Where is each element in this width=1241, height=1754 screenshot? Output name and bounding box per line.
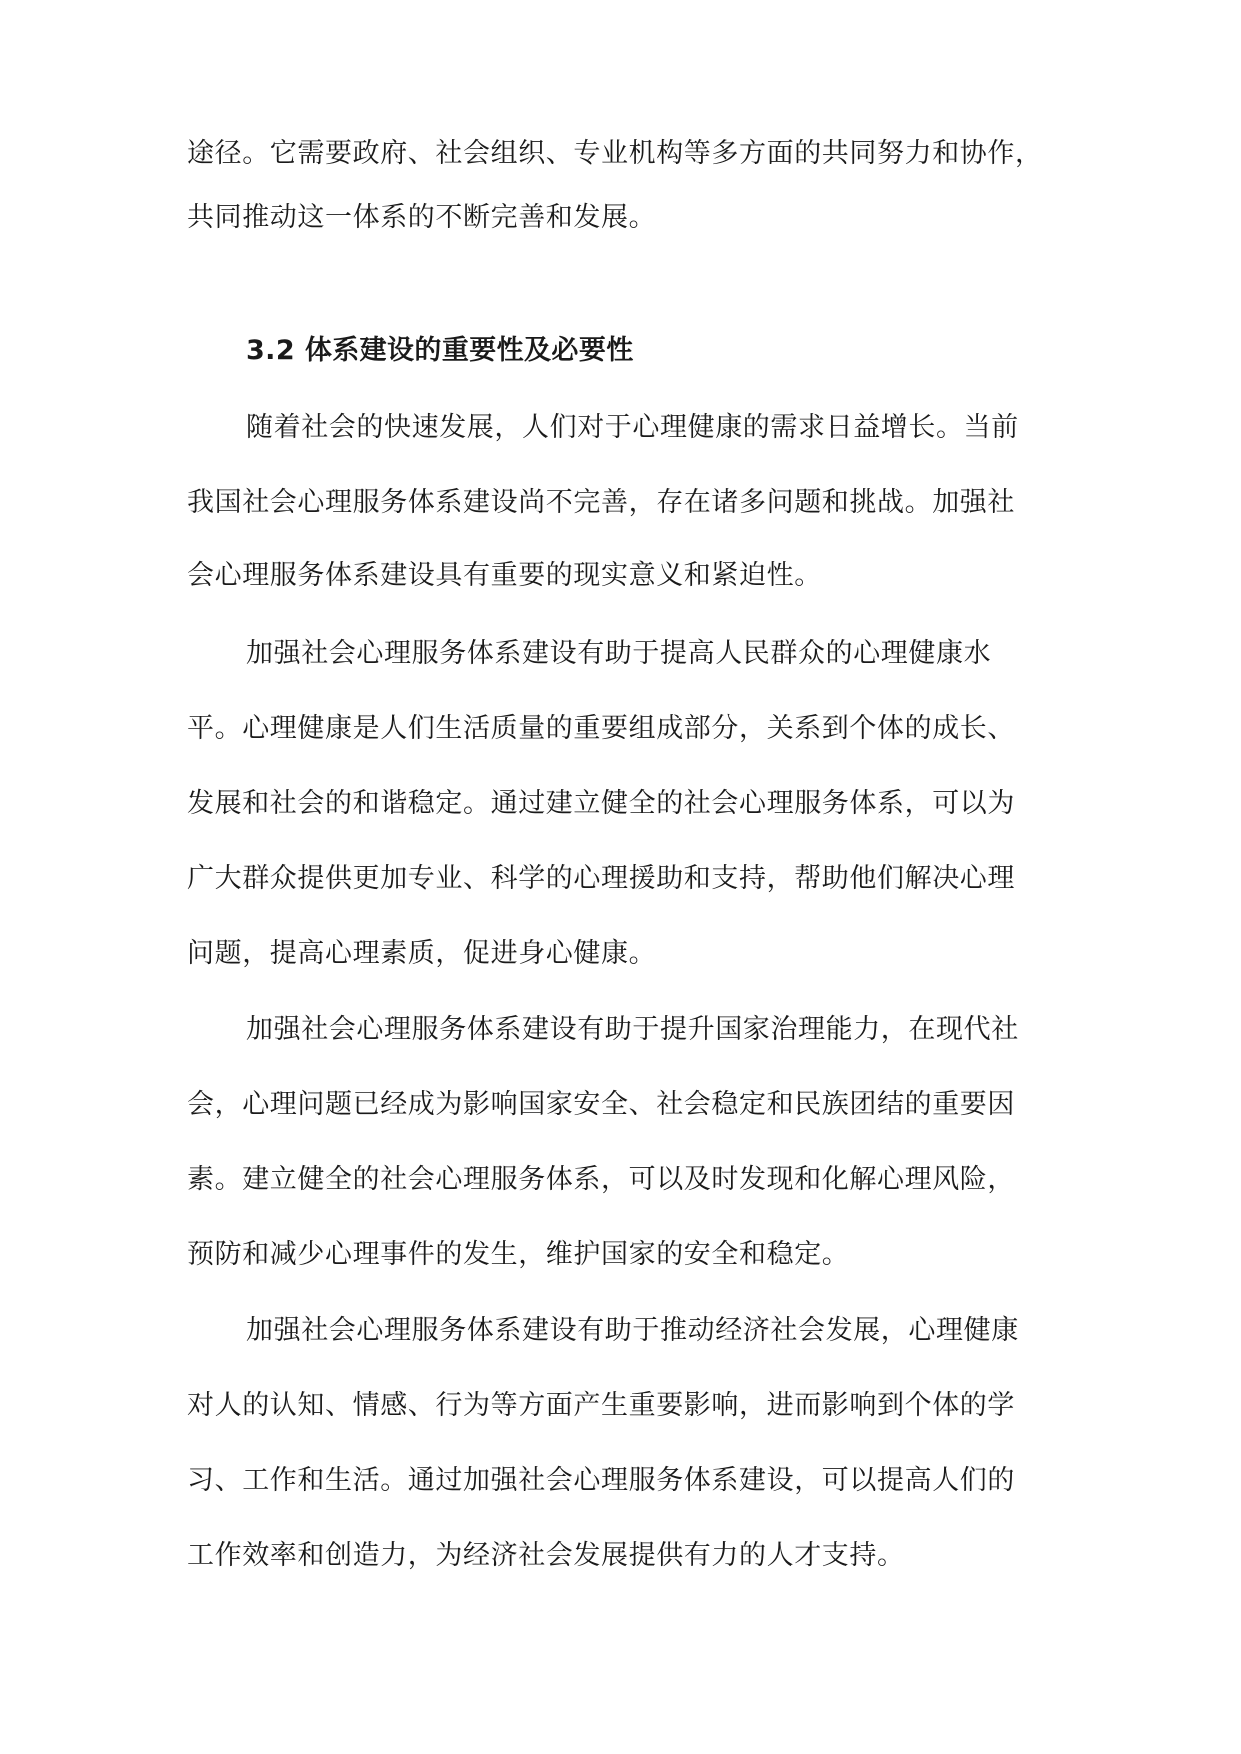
paragraph-line: 共同推动这一体系的不断完善和发展。 [187,202,657,233]
paragraph-line: 我国社会心理服务体系建设尚不完善，存在诸多问题和挑战。加强社 [187,487,1015,518]
paragraph-line: 预防和减少心理事件的发生，维护国家的安全和稳定。 [187,1239,850,1270]
paragraph-line: 途径。它需要政府、社会组织、专业机构等多方面的共同努力和协作， [187,138,1043,169]
paragraph-line: 加强社会心理服务体系建设有助于推动经济社会发展，心理健康 [246,1315,1019,1346]
paragraph-line: 对人的认知、情感、行为等方面产生重要影响，进而影响到个体的学 [187,1390,1015,1421]
paragraph-line: 习、工作和生活。通过加强社会心理服务体系建设，可以提高人们的 [187,1465,1015,1496]
paragraph-line: 随着社会的快速发展，人们对于心理健康的需求日益增长。当前 [246,412,1019,443]
paragraph-line: 工作效率和创造力，为经济社会发展提供有力的人才支持。 [187,1540,905,1571]
paragraph-line: 发展和社会的和谐稳定。通过建立健全的社会心理服务体系，可以为 [187,788,1015,819]
paragraph-line: 广大群众提供更加专业、科学的心理援助和支持，帮助他们解决心理 [187,863,1015,894]
paragraph-line: 加强社会心理服务体系建设有助于提高人民群众的心理健康水 [246,638,992,669]
paragraph-line: 素。建立健全的社会心理服务体系，可以及时发现和化解心理风险， [187,1164,1015,1195]
paragraph-line: 会，心理问题已经成为影响国家安全、社会稳定和民族团结的重要因 [187,1089,1015,1120]
paragraph-line: 问题，提高心理素质，促进身心健康。 [187,938,657,969]
paragraph-line: 加强社会心理服务体系建设有助于提升国家治理能力，在现代社 [246,1014,1019,1045]
paragraph-line: 平。心理健康是人们生活质量的重要组成部分，关系到个体的成长、 [187,713,1015,744]
paragraph-line: 会心理服务体系建设具有重要的现实意义和紧迫性。 [187,560,822,591]
section-heading: 3.2 体系建设的重要性及必要性 [246,335,634,366]
